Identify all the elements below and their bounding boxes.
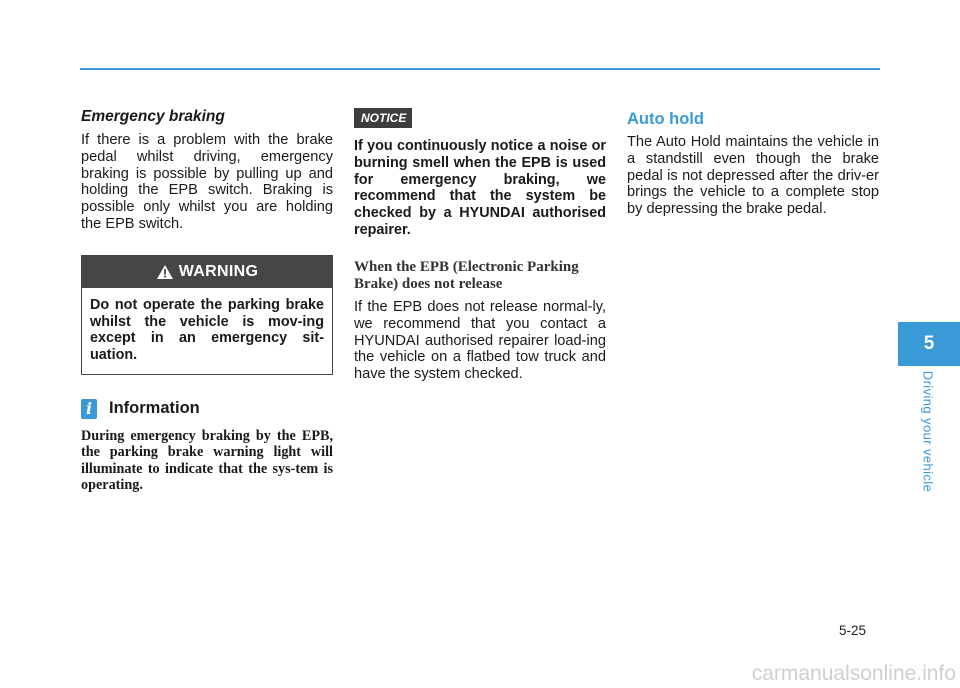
notice-label: NOTICE: [354, 108, 412, 128]
warning-title: WARNING: [178, 262, 259, 280]
page-number: 5-25: [839, 623, 867, 638]
auto-hold-heading: Auto hold: [627, 110, 704, 128]
chapter-title-side: [914, 368, 934, 508]
column-2: [354, 108, 606, 383]
top-rule: [80, 68, 880, 70]
chapter-title: Driving your vehicle: [920, 370, 936, 493]
emergency-braking-paragraph: If there is a problem with the brake pedal whilst driving, emergency braking is possible by pulling up and holding the EPB switch. Braking is possible only whilst you are holding the EPB switch.: [81, 132, 333, 232]
chapter-number-tab: 5: [898, 322, 960, 366]
notice-text: If you continuously notice a noise or burning smell when the EPB is used for emergency braking, we recommend that the system be checked by a HYUNDAI authorised repairer.: [354, 138, 606, 238]
information-icon: i: [81, 399, 97, 419]
information-title: Information: [109, 399, 200, 418]
warning-box: [81, 255, 333, 375]
warning-text: Do not operate the parking brake whilst the vehicle is mov-ing except in an emergency sit-uation.: [90, 296, 324, 364]
information-header: [81, 399, 333, 419]
epb-not-release-paragraph: If the EPB does not release normal-ly, we recommend that you contact a HYUNDAI authorised repairer load-ing the vehicle on a flatbed tow truck and have the system checked.: [354, 298, 606, 383]
column-1: [81, 108, 333, 494]
warning-header: [82, 256, 332, 288]
epb-not-release-heading: When the EPB (Electronic Parking Brake) does not release: [354, 258, 579, 293]
information-text: During emergency braking by the EPB, the parking brake warning light will illuminate to indicate that the sys-tem is operating.: [81, 427, 333, 494]
warning-triangle-icon: [156, 264, 174, 280]
auto-hold-paragraph: The Auto Hold maintains the vehicle in a standstill even though the brake pedal is not depressed after the driv-er brings the vehicle to a complete stop by depressing the brake pedal.: [627, 134, 879, 218]
watermark: carmanualsonline.info: [751, 662, 956, 685]
emergency-braking-heading: Emergency braking: [81, 108, 225, 125]
column-3: [627, 108, 879, 218]
